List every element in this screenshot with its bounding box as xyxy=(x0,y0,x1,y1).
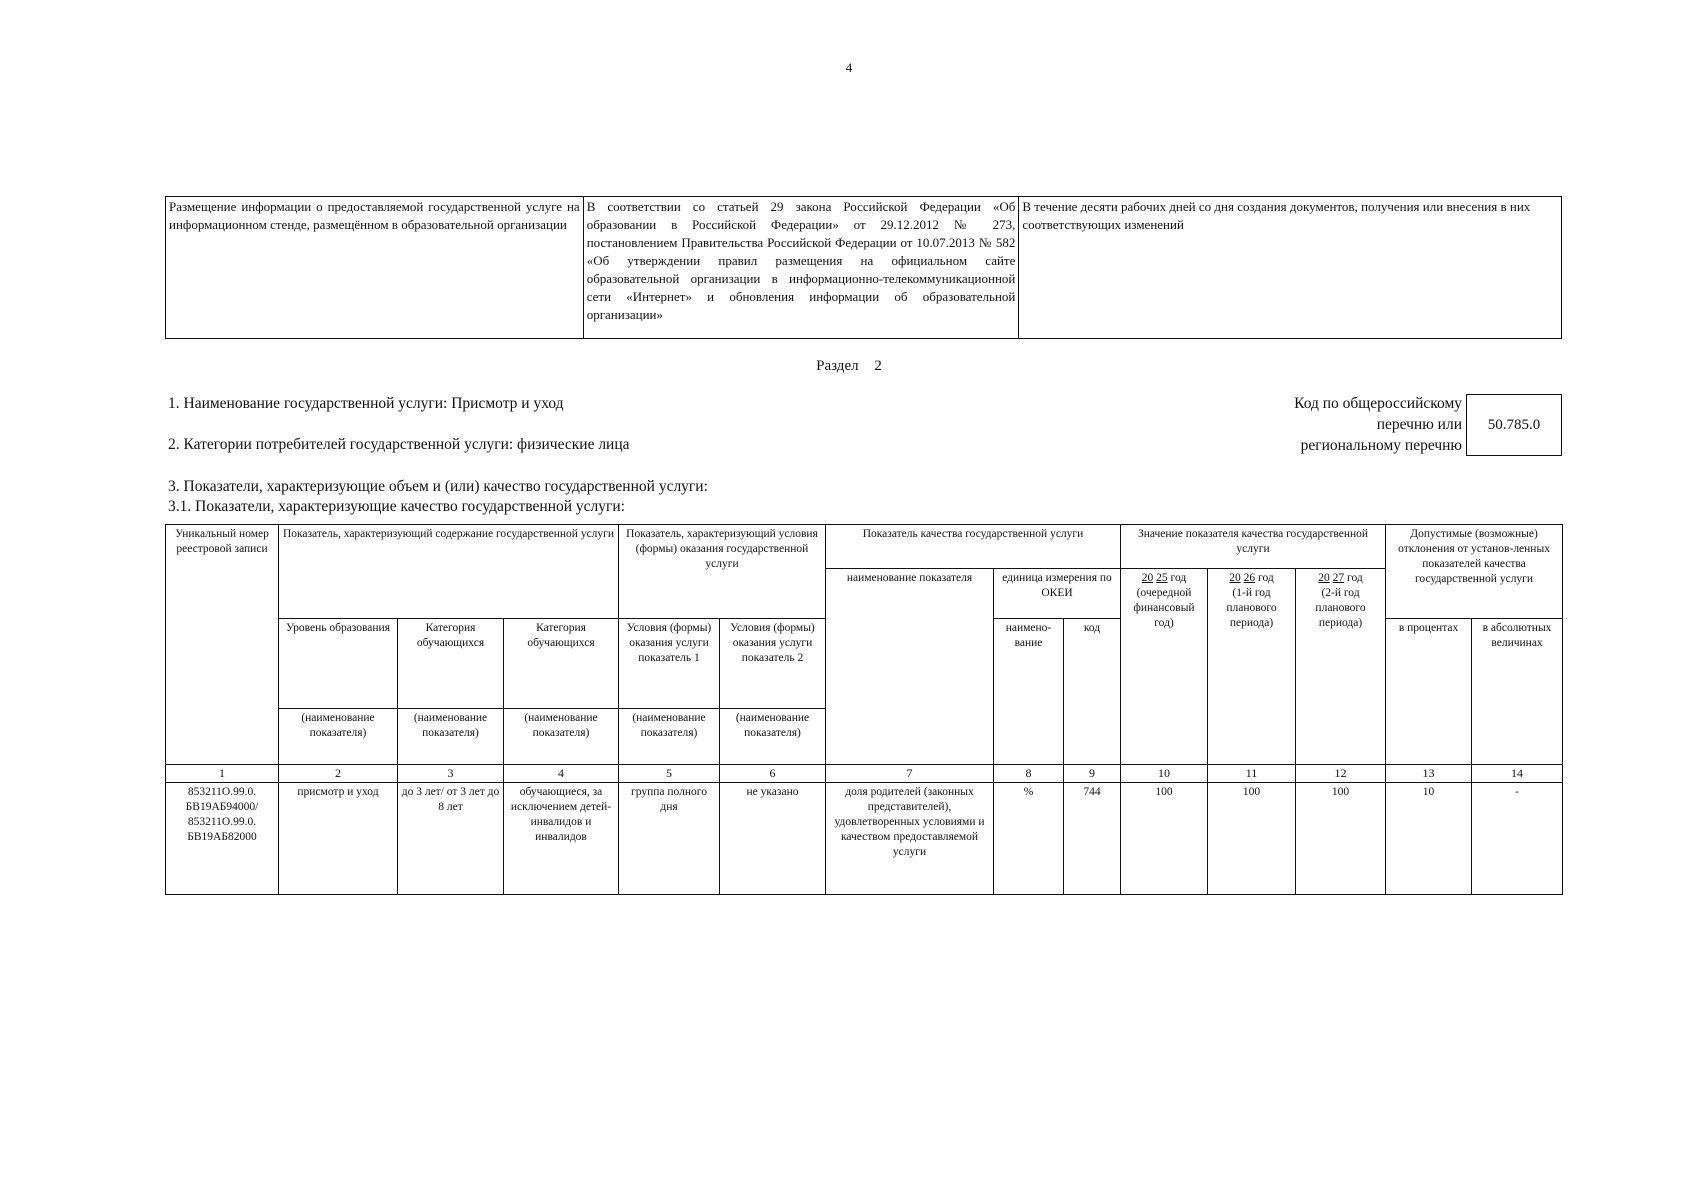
header-quality-value: Значение показателя качества государственной услуги xyxy=(1121,525,1386,569)
header-quality-indicator: Показатель качества государственной услуги xyxy=(826,525,1121,569)
quality-indicators-title: 3.1. Показатели, характеризующие качество государственной услуги: xyxy=(168,498,625,515)
header-student-category-2: Категория обучающихся xyxy=(504,619,619,709)
subheader-name: (наименование показателя) xyxy=(619,709,720,765)
column-number: 5 xyxy=(619,765,720,783)
header-condition-1: Условия (формы) оказания услуги показатель 1 xyxy=(619,619,720,709)
cell-deviation-absolute: - xyxy=(1472,783,1563,895)
column-number: 6 xyxy=(720,765,826,783)
cell-category: обучающиеся, за исключением детей-инвалидов и инвалидов xyxy=(504,783,619,895)
cell-unit-name: % xyxy=(994,783,1064,895)
service-name: 1. Наименование государственной услуги: Присмотр и уход xyxy=(168,395,564,412)
section-number: 2 xyxy=(874,358,882,374)
consumer-categories: 2. Категории потребителей государственной услуги: физические лица xyxy=(168,436,630,453)
column-number: 14 xyxy=(1472,765,1563,783)
section-label: Раздел xyxy=(816,358,859,374)
header-content-indicator: Показатель, характеризующий содержание государственной услуги xyxy=(279,525,619,619)
page-number: 4 xyxy=(845,60,853,75)
subheader-name: (наименование показателя) xyxy=(398,709,504,765)
table-row xyxy=(166,783,1563,895)
column-number: 11 xyxy=(1208,765,1296,783)
cell-deviation-percent: 10 xyxy=(1386,783,1472,895)
column-number: 7 xyxy=(826,765,994,783)
column-number: 2 xyxy=(279,765,398,783)
quality-indicators-table xyxy=(165,524,1563,895)
header-indicator-name: наименование показателя xyxy=(826,569,994,765)
cell-content: присмотр и уход xyxy=(279,783,398,895)
header-unit-okei: единица измерения по ОКЕИ xyxy=(994,569,1121,619)
subheader-name: (наименование показателя) xyxy=(279,709,398,765)
cell-age: до 3 лет/ от 3 лет до 8 лет xyxy=(398,783,504,895)
cell-value-year-3: 100 xyxy=(1296,783,1386,895)
info-method-cell: Размещение информации о предоставляемой государственной услуге на информационном стенде, размещённом в образовательной организации xyxy=(166,197,584,339)
header-unit-code: код xyxy=(1064,619,1121,765)
column-number: 10 xyxy=(1121,765,1208,783)
registry-code-value: 50.785.0 xyxy=(1466,394,1562,456)
column-number: 4 xyxy=(504,765,619,783)
cell-condition-1: группа полного дня xyxy=(619,783,720,895)
header-unique-number: Уникальный номер реестровой записи xyxy=(166,525,279,765)
cell-value-year-1: 100 xyxy=(1121,783,1208,895)
header-conditions-indicator: Показатель, характеризующий условия (формы) оказания государственной услуги xyxy=(619,525,826,619)
header-unit-name: наимено-вание xyxy=(994,619,1064,765)
info-content-cell: В соответствии со статьей 29 закона Российской Федерации «Об образовании в Российской Федерации» от 29.12.2012 № 273, постановлением Правительства Российской Федерации от 10.07.2013 № 582 «Об утверждении правил размещения на официальном сайте образовательной организации в информационно-телекоммуникационной сети «Интернет» и обновления информации об образовательной организации» xyxy=(583,197,1019,339)
header-student-category-1: Категория обучающихся xyxy=(398,619,504,709)
column-number: 12 xyxy=(1296,765,1386,783)
header-condition-2: Условия (формы) оказания услуги показатель 2 xyxy=(720,619,826,709)
header-year-1: 20 25 год (очередной финансовый год) xyxy=(1121,569,1208,765)
column-number: 3 xyxy=(398,765,504,783)
subheader-name: (наименование показателя) xyxy=(720,709,826,765)
column-number: 8 xyxy=(994,765,1064,783)
header-year-3: 20 27 год (2-й год планового периода) xyxy=(1296,569,1386,765)
registry-code-label: Код по общероссийскому перечню или региональному перечню xyxy=(1294,395,1462,454)
cell-unit-code: 744 xyxy=(1064,783,1121,895)
column-number: 9 xyxy=(1064,765,1121,783)
cell-registry-number: 853211О.99.0. БВ19АБ94000/ 853211О.99.0. БВ19АБ82000 xyxy=(166,783,279,895)
column-number: 1 xyxy=(166,765,279,783)
cell-indicator-name: доля родителей (законных представителей), удовлетворенных условиями и качеством предоставляемой услуги xyxy=(826,783,994,895)
cell-value-year-2: 100 xyxy=(1208,783,1296,895)
info-placement-table xyxy=(165,196,1562,339)
indicators-title: 3. Показатели, характеризующие объем и (или) качество государственной услуги: xyxy=(168,478,708,495)
cell-condition-2: не указано xyxy=(720,783,826,895)
column-number: 13 xyxy=(1386,765,1472,783)
header-absolute: в абсолютных величинах xyxy=(1472,619,1563,765)
header-allowed-deviation: Допустимые (возможные) отклонения от установ-ленных показателей качества государственной услуги xyxy=(1386,525,1563,619)
subheader-name: (наименование показателя) xyxy=(504,709,619,765)
section-title xyxy=(0,358,1698,375)
header-education-level: Уровень образования xyxy=(279,619,398,709)
header-percent: в процентах xyxy=(1386,619,1472,765)
info-frequency-cell: В течение десяти рабочих дней со дня создания документов, получения или внесения в них соответствующих изменений xyxy=(1019,197,1562,339)
header-year-2: 20 26 год (1-й год планового периода) xyxy=(1208,569,1296,765)
